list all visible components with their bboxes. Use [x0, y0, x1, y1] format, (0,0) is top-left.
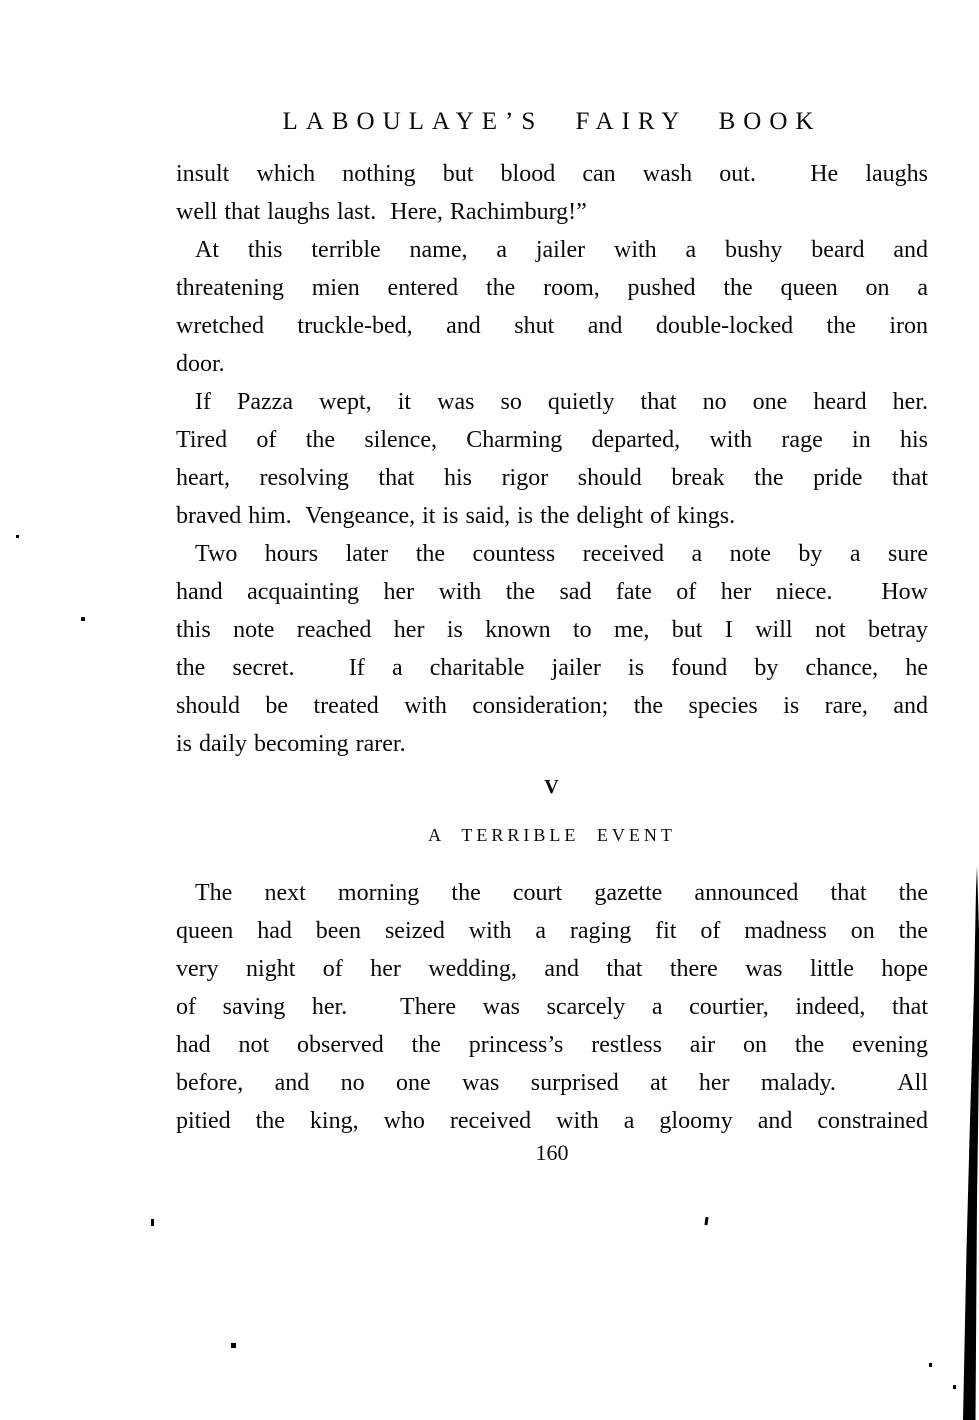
text-line: should be treated with consideration; the species is rare, and: [176, 693, 928, 719]
text-line: Tired of the silence, Charming departed, with rage in his: [176, 427, 928, 453]
text-line: wretched truckle-bed, and shut and double-locked the iron: [176, 313, 928, 339]
running-header: LABOULAYE’S FAIRY BOOK: [282, 108, 822, 135]
scan-speck: [704, 1217, 708, 1225]
paragraph: [176, 874, 928, 1140]
body-text-lower: [176, 874, 928, 1140]
text-line: insult which nothing but blood can wash out. He laughs: [176, 161, 928, 187]
paragraph: [176, 383, 928, 535]
scan-speck: [231, 1343, 236, 1348]
paragraph: [176, 231, 928, 383]
text-line: heart, resolving that his rigor should break the pride that: [176, 465, 928, 491]
text-line: is daily becoming rarer.: [176, 731, 406, 757]
scan-speck: [16, 535, 19, 538]
text-line: well that laughs last. Here, Rachimburg!”: [176, 199, 587, 225]
text-line: very night of her wedding, and that there was little hope: [176, 956, 928, 982]
paragraph: [176, 155, 928, 231]
text-line: queen had been seized with a raging fit of madness on the: [176, 918, 928, 944]
scan-speck: [929, 1363, 932, 1367]
text-line: door.: [176, 351, 225, 377]
text-line: At this terrible name, a jailer with a bushy beard and: [195, 237, 928, 263]
text-line: before, and no one was surprised at her malady. All: [176, 1070, 928, 1096]
paragraph: [176, 535, 928, 763]
text-line: had not observed the princess’s restless air on the evening: [176, 1032, 928, 1058]
body-text-upper: [176, 155, 928, 763]
text-line: of saving her. There was scarcely a courtier, indeed, that: [176, 994, 928, 1020]
section-title: A TERRIBLE EVENT: [428, 825, 676, 845]
page-edge-shadow: [963, 866, 979, 1420]
section-number: V: [544, 776, 560, 798]
scan-speck: [81, 617, 85, 621]
text-line: pitied the king, who received with a gloomy and constrained: [176, 1108, 928, 1134]
text-line: this note reached her is known to me, but I will not betray: [176, 617, 928, 643]
text-line: hand acquainting her with the sad fate of her niece. How: [176, 579, 928, 605]
text-line: Two hours later the countess received a note by a sure: [195, 541, 928, 567]
scan-speck: [151, 1219, 154, 1226]
text-line: The next morning the court gazette announced that the: [195, 880, 928, 906]
text-line: threatening mien entered the room, pushed the queen on a: [176, 275, 928, 301]
page-number: 160: [535, 1140, 569, 1165]
text-line: the secret. If a charitable jailer is found by chance, he: [176, 655, 928, 681]
text-line: braved him. Vengeance, it is said, is the delight of kings.: [176, 503, 736, 529]
scan-speck: [953, 1385, 956, 1389]
text-line: If Pazza wept, it was so quietly that no one heard her.: [195, 389, 928, 415]
